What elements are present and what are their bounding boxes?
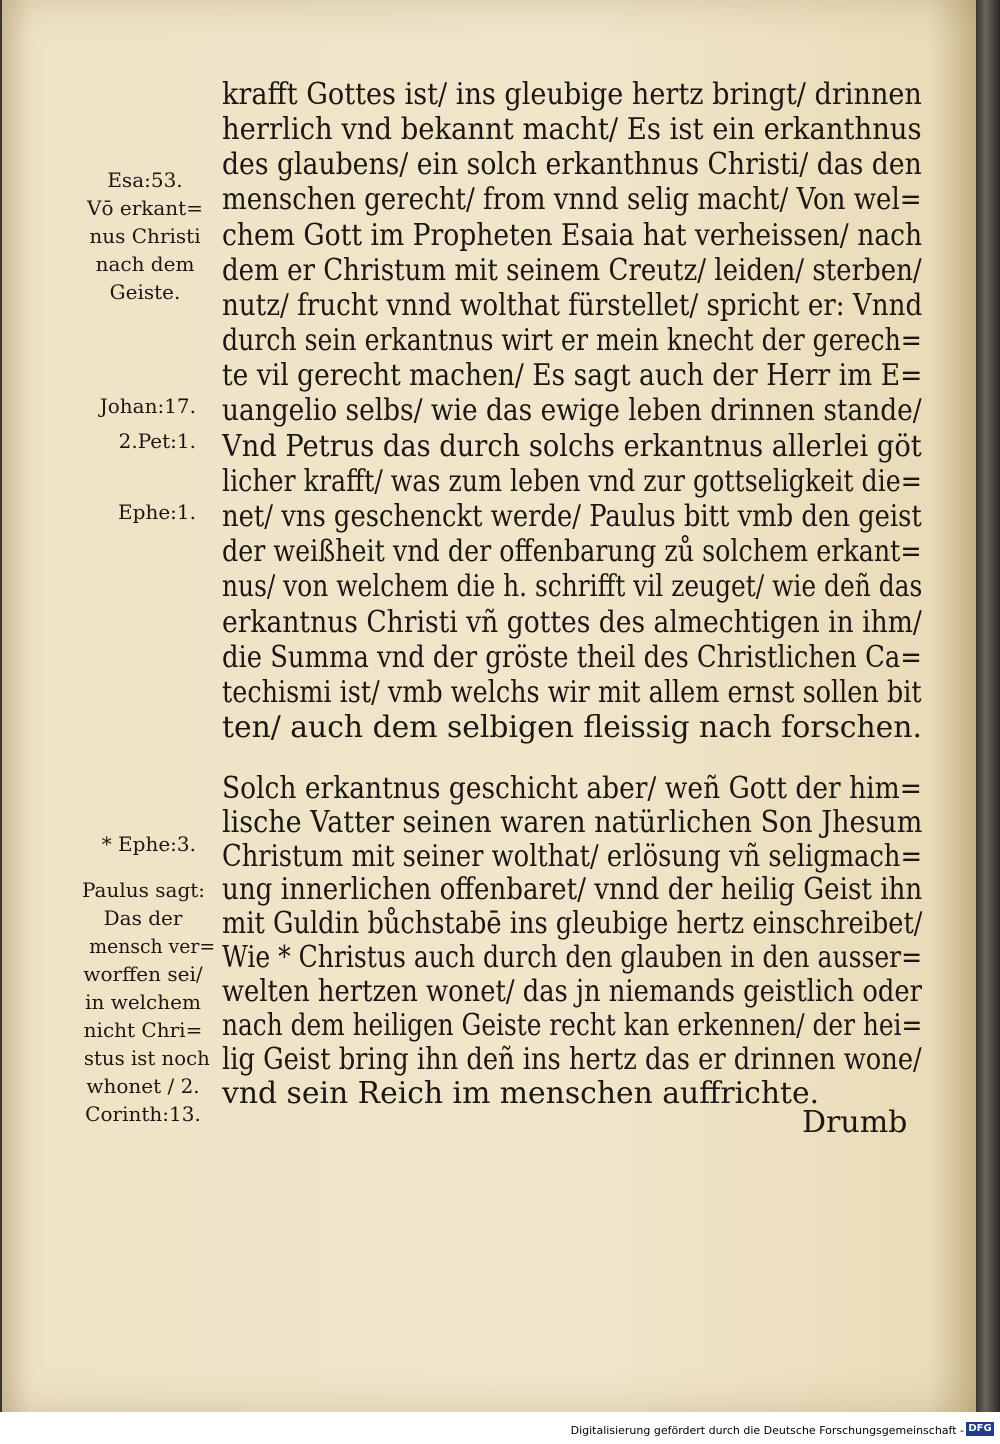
margin-note-ephe-3: * Ephe:3.: [101, 832, 196, 856]
text-line: mit Guldin bůchstabē ins gleubige hertz einschreibet/: [222, 907, 922, 941]
text-line: te vil gerecht machen/ Es sagt auch der Herr im E=: [222, 359, 922, 393]
margin-note-line: Das der: [103, 906, 183, 930]
book-edge: [976, 0, 1000, 1412]
margin-note-line: worffen sei/: [83, 962, 203, 986]
text-line: lische Vatter seinen waren natürlichen Son Jhesum: [222, 806, 922, 840]
text-line: Wie * Christus auch durch den glauben in den ausser=: [222, 941, 922, 975]
text-line: nutz/ frucht vnnd wolthat fürstellet/ spricht er: Vnnd: [222, 289, 922, 323]
margin-note-line: Corinth:13.: [85, 1102, 201, 1126]
text-line: welten hertzen wonet/ das jn niemands geistlich oder: [222, 975, 922, 1009]
text-line: nach dem heiligen Geiste recht kan erkennen/ der hei=: [222, 1009, 922, 1043]
text-line: uangelio selbs/ wie das ewige leben drinnen stande/: [222, 394, 922, 428]
text-line: techismi ist/ vmb welchs wir mit allem ernst sollen bit: [222, 676, 922, 710]
text-line: menschen gerecht/ from vnnd selig macht/ Von wel=: [222, 183, 922, 217]
margin-note-line: Vō erkant=: [87, 196, 203, 220]
margin-note-johan: Johan:17.: [99, 394, 196, 418]
text-line: Christum mit seiner wolthat/ erlösung vñ seligmach=: [222, 840, 922, 874]
margin-note-line: in welchem: [85, 990, 201, 1014]
funding-notice: Digitalisierung gefördert durch die Deutsche Forschungsgemeinschaft -: [570, 1424, 964, 1437]
margin-note-line: nus Christi: [89, 224, 201, 248]
text-line: die Summa vnd der gröste theil des Christlichen Ca=: [222, 641, 922, 675]
margin-note-paulus: [82, 876, 216, 1128]
text-line: nus/ von welchem die h. schrifft vil zeuget/ wie deñ das: [222, 570, 922, 604]
margin-note-ephe-1: Ephe:1.: [118, 500, 196, 524]
text-line: licher krafft/ was zum leben vnd zur gottseligkeit die=: [222, 465, 922, 499]
margin-note-esa: [84, 166, 206, 306]
catchword: Drumb: [802, 1105, 908, 1140]
margin-note-line: Geiste.: [109, 280, 181, 304]
margin-note-line: Paulus sagt:: [82, 878, 206, 902]
text-line: krafft Gottes ist/ ins gleubige hertz bringt/ drinnen: [222, 78, 922, 112]
text-line: des glaubens/ ein solch erkanthnus Christi/ das den: [222, 148, 922, 182]
text-line: chem Gott im Propheten Esaia hat verheissen/ nach: [222, 219, 922, 253]
text-line: net/ vns geschenckt werde/ Paulus bitt vmb den geist: [222, 500, 922, 534]
text-line: erkantnus Christi vñ gottes des almechtigen in ihm/: [222, 606, 922, 640]
text-line: ten/ auch dem selbigen fleissig nach forschen.: [222, 711, 922, 745]
text-line: Solch erkantnus geschicht aber/ weñ Gott der him=: [222, 772, 922, 806]
text-line: durch sein erkantnus wirt er mein knecht der gerech=: [222, 324, 922, 358]
text-line: der weißheit vnd der offenbarung zů solchem erkant=: [222, 535, 922, 569]
text-line: lig Geist bring ihn deñ ins hertz das er drinnen wone/: [222, 1043, 922, 1077]
margin-note-pet: 2.Pet:1.: [118, 429, 196, 453]
margin-note-line: nicht Chri=: [83, 1018, 203, 1042]
text-line: ung innerlichen offenbaret/ vnnd der heilig Geist ihn: [222, 873, 922, 907]
margin-note-line: Esa:53.: [107, 168, 183, 192]
text-line: Vnd Petrus das durch solchs erkantnus allerlei göt: [222, 430, 922, 464]
margin-note-line: stus ist noch: [83, 1046, 210, 1070]
margin-note-line: whonet / 2.: [86, 1074, 200, 1098]
book-page: [2, 0, 976, 1412]
margin-note-line: mensch ver=: [89, 934, 216, 958]
text-line: dem er Christum mit seinem Creutz/ leiden/ sterben/: [222, 254, 922, 288]
margin-note-line: nach dem: [95, 252, 195, 276]
dfg-logo: DFG: [966, 1422, 994, 1436]
text-line: herrlich vnd bekannt macht/ Es ist ein erkanthnus: [222, 113, 922, 147]
text-line: vnd sein Reich im menschen auffrichte.: [222, 1077, 820, 1111]
